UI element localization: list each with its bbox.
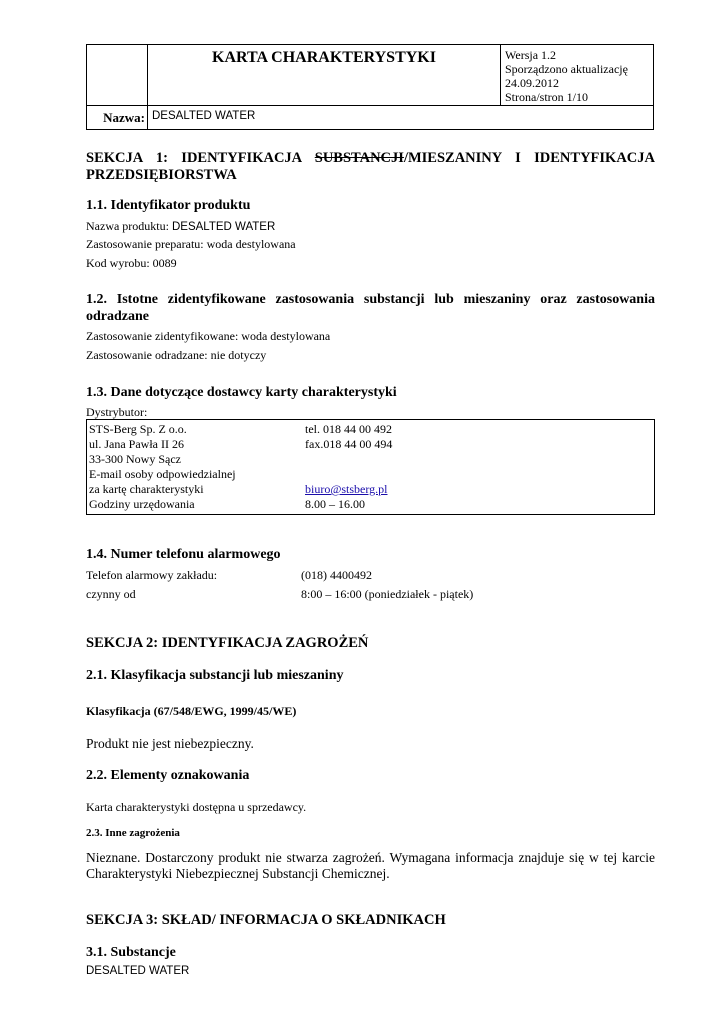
header-divider xyxy=(87,105,653,106)
section1-title-part: SEKCJA 1: IDENTYFIKACJA xyxy=(86,150,315,166)
office-hours: 8.00 – 16.00 xyxy=(305,497,365,511)
s12-heading: 1.2. Istotne zidentyfikowane zastosowania substancji lub mieszaniny oraz zastosowania xyxy=(86,292,655,307)
distributor-tel: tel. 018 44 00 492 xyxy=(305,422,392,436)
version-line: Strona/stron 1/10 xyxy=(505,90,588,104)
s23-text-line1: Nieznane. Dostarczony produkt nie stwarza zagrożeń. Wymagana informacja znajduje się w tej karcie xyxy=(86,850,655,865)
name-label: Nazwa: xyxy=(103,110,145,125)
distributor-line: ul. Jana Pawła II 26 xyxy=(89,437,184,451)
version-line: 24.09.2012 xyxy=(505,76,559,90)
section1-title-part: /MIESZANINY I IDENTYFIKACJA xyxy=(403,150,655,166)
spacer xyxy=(305,467,392,482)
classification-heading: Klasyfikacja (67/548/EWG, 1999/45/WE) xyxy=(86,704,297,718)
s21-heading: 2.1. Klasyfikacja substancji lub mieszaniny xyxy=(86,668,344,683)
s13-heading: 1.3. Dane dotyczące dostawcy karty charakterystyki xyxy=(86,385,397,400)
version-info xyxy=(505,48,628,104)
section1-title-struck: SUBSTANCJI xyxy=(314,150,404,166)
section2-title: SEKCJA 2: IDENTYFIKACJA ZAGROŻEŃ xyxy=(86,635,369,651)
section1-title-line2: PRZEDSIĘBIORSTWA xyxy=(86,167,237,183)
product-name-label: Nazwa produktu: xyxy=(86,219,172,233)
s31-heading: 3.1. Substancje xyxy=(86,945,176,960)
header-divider xyxy=(500,45,501,105)
distributor-fax: fax.018 44 00 494 xyxy=(305,437,393,451)
open-hours-value: 8:00 – 16:00 (poniedziałek - piątek) xyxy=(301,587,474,601)
not-dangerous-text: Produkt nie jest niebezpieczny. xyxy=(86,736,254,751)
identified-use: Zastosowanie zidentyfikowane: woda destylowana xyxy=(86,329,331,343)
s22-text: Karta charakterystyki dostępna u sprzedawcy. xyxy=(86,800,307,814)
header-box xyxy=(86,44,654,130)
s31-value: DESALTED WATER xyxy=(86,965,190,977)
distributor-details xyxy=(89,422,236,512)
distributor-contacts xyxy=(305,422,392,512)
open-hours-label: czynny od xyxy=(86,587,136,601)
s23-text-line2: Charakterystyki Niebezpiecznej Substancji Chemicznej. xyxy=(86,866,390,881)
document-title: KARTA CHARAKTERYSTYKI xyxy=(212,49,436,66)
advised-against-use: Zastosowanie odradzane: nie dotyczy xyxy=(86,348,267,362)
s14-heading: 1.4. Numer telefonu alarmowego xyxy=(86,547,281,562)
distributor-line: STS-Berg Sp. Z o.o. xyxy=(89,422,187,436)
product-name-value: DESALTED WATER xyxy=(171,221,276,233)
version-line: Sporządzono aktualizację xyxy=(505,62,628,76)
s12-heading-line2: odradzane xyxy=(86,309,149,324)
product-name xyxy=(86,219,275,234)
product-code: Kod wyrobu: 0089 xyxy=(86,256,177,270)
email-link[interactable]: biuro@stsberg.pl xyxy=(305,482,388,496)
alarm-phone-label: Telefon alarmowy zakładu: xyxy=(86,568,218,582)
distributor-line: 33-300 Nowy Sącz xyxy=(89,452,181,466)
version-line: Wersja 1.2 xyxy=(505,48,557,62)
section1-title xyxy=(86,150,655,167)
spacer xyxy=(305,452,392,467)
name-value: DESALTED WATER xyxy=(152,110,256,122)
section3-title: SEKCJA 3: SKŁAD/ INFORMACJA O SKŁADNIKACH xyxy=(86,912,446,928)
product-usage: Zastosowanie preparatu: woda destylowana xyxy=(86,237,296,251)
alarm-phone-value: (018) 4400492 xyxy=(301,568,372,582)
distributor-box xyxy=(86,419,655,515)
distributor-line: Godziny urzędowania xyxy=(89,497,195,511)
s23-heading: 2.3. Inne zagrożenia xyxy=(86,827,180,839)
s11-heading: 1.1. Identyfikator produktu xyxy=(86,198,251,213)
distributor-line: E-mail osoby odpowiedzialnej xyxy=(89,467,236,481)
s22-heading: 2.2. Elementy oznakowania xyxy=(86,768,250,783)
distributor-line: za kartę charakterystyki xyxy=(89,482,204,496)
distributor-label: Dystrybutor: xyxy=(86,405,148,419)
